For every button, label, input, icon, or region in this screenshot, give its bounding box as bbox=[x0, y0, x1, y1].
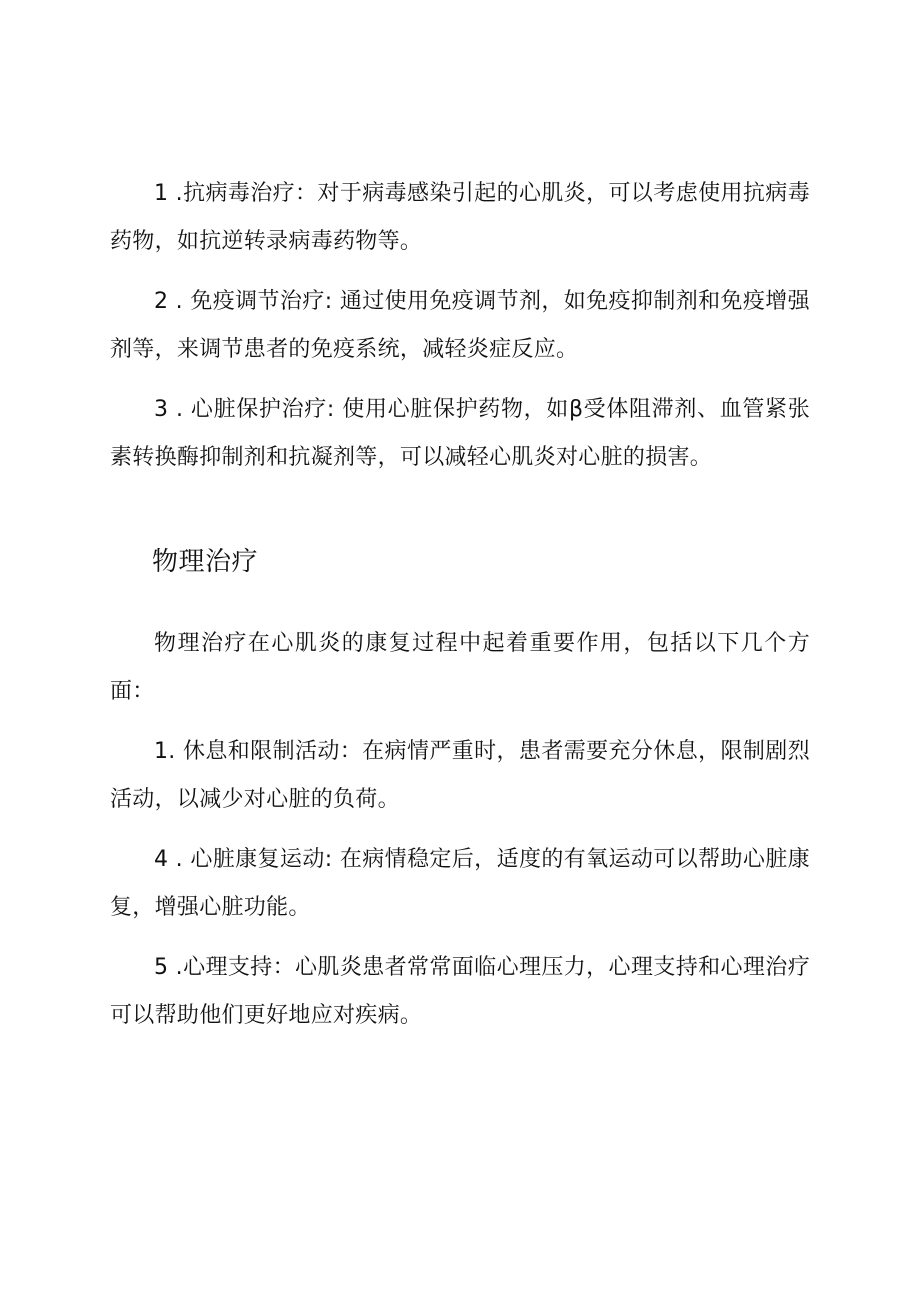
section-heading-physical-therapy: 物理治疗 bbox=[152, 547, 259, 577]
list-item-cardiac-rehab: 4 . 心脏康复运动: 在病情稳定后，适度的有氧运动可以帮助心脏康复，增强心脏功能。 bbox=[110, 847, 810, 920]
list-item-psych-support: 5 .心理支持：心肌炎患者常常面临心理压力，心理支持和心理治疗可以帮助他们更好地应对疾病。 bbox=[110, 955, 810, 1028]
list-item-immunomodulation: 2 . 免疫调节治疗: 通过使用免疫调节剂，如免疫抑制剂和免疫增强剂等，来调节患者的免疫系统，减轻炎症反应。 bbox=[110, 289, 810, 362]
section-intro-paragraph: 物理治疗在心肌炎的康复过程中起着重要作用，包括以下几个方面： bbox=[110, 631, 810, 704]
list-item-antiviral: 1 .抗病毒治疗：对于病毒感染引起的心肌炎，可以考虑使用抗病毒药物，如抗逆转录病毒药物等。 bbox=[110, 181, 810, 254]
list-item-cardioprotection: 3 . 心脏保护治疗: 使用心脏保护药物，如β受体阻滞剂、血管紧张素转换酶抑制剂和抗凝剂等，可以减轻心肌炎对心脏的损害。 bbox=[110, 397, 810, 470]
list-item-rest: 1. 休息和限制活动：在病情严重时，患者需要充分休息，限制剧烈活动，以减少对心脏的负荷。 bbox=[110, 739, 810, 812]
document-content bbox=[110, 170, 810, 1052]
